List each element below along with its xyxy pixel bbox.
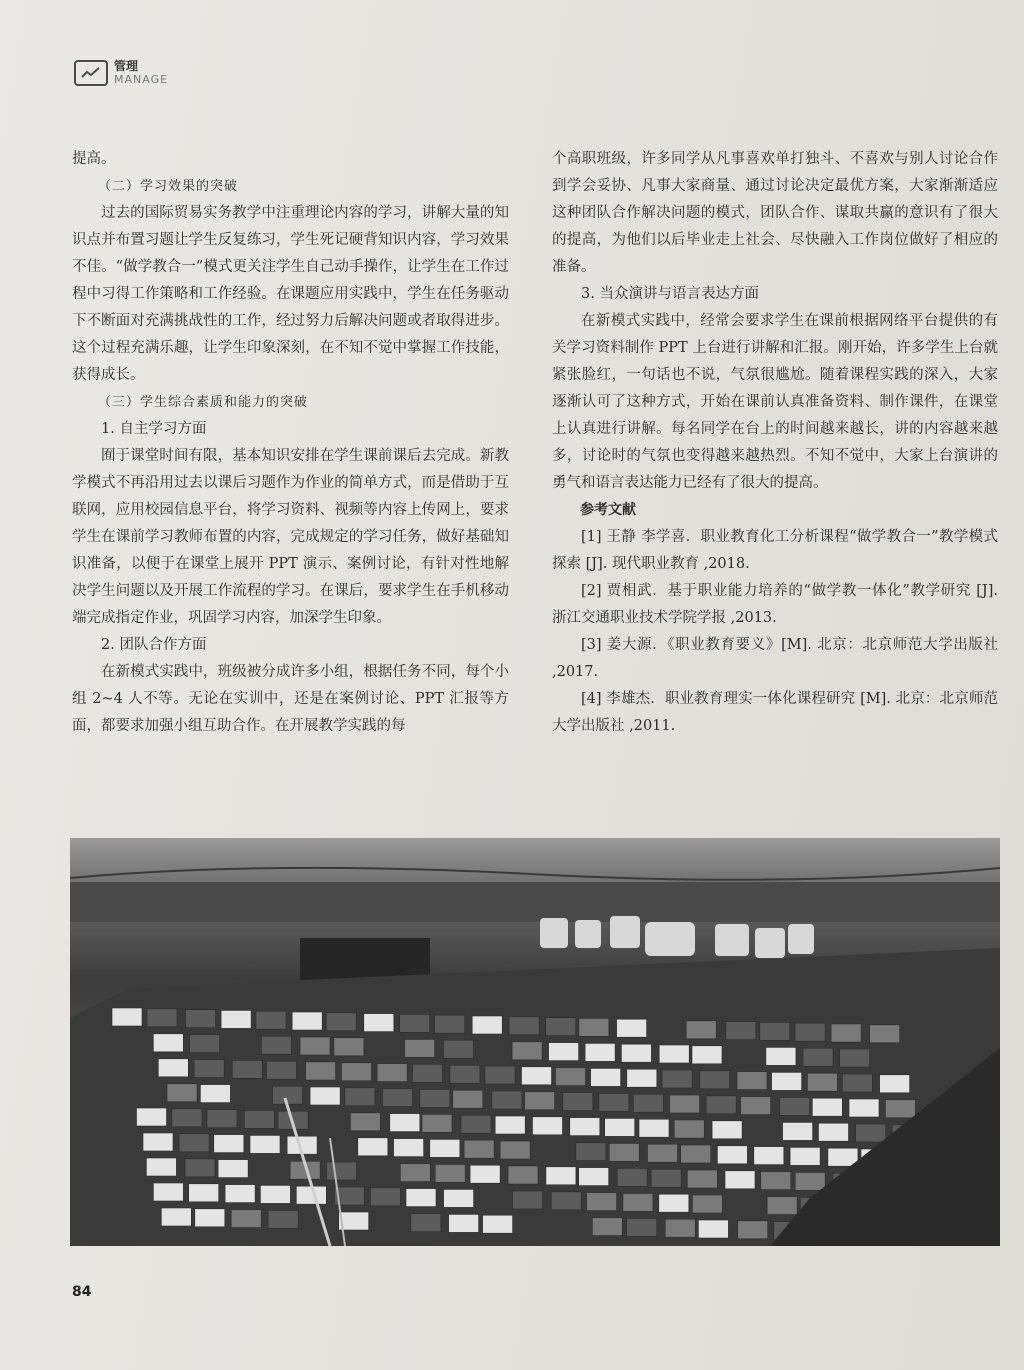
shipping-container	[334, 1038, 364, 1056]
shipping-container	[587, 1193, 617, 1211]
shipping-container	[579, 1168, 609, 1186]
page-number: 84	[72, 1284, 92, 1300]
shipping-container	[450, 1065, 480, 1083]
shipping-container	[885, 1100, 915, 1118]
shipping-container	[819, 1123, 849, 1141]
shipping-container	[880, 1075, 910, 1093]
shipping-container	[795, 1172, 825, 1190]
shipping-container	[681, 1145, 711, 1163]
left-column-paragraph: （二）学习效果的突破	[98, 179, 239, 194]
shipping-container	[186, 1010, 216, 1028]
shipping-container	[592, 1218, 622, 1236]
shipping-container	[795, 1023, 825, 1041]
shipping-container	[326, 1013, 356, 1031]
shipping-container	[828, 1148, 858, 1166]
shipping-container	[172, 1109, 202, 1127]
shipping-container	[803, 1048, 833, 1066]
shipping-container	[161, 1208, 191, 1226]
shipping-container	[840, 1049, 870, 1067]
right-column-paragraph: [3] 姜大源．《职业教育要义》[M]. 北京：北京师范大学出版社 ,2017.	[552, 637, 998, 680]
shipping-container	[525, 1092, 555, 1110]
shipping-container	[232, 1060, 262, 1078]
shipping-container	[190, 1035, 220, 1053]
shipping-container	[370, 1188, 400, 1206]
right-column-paragraph: [4] 李雄杰．职业教育理实一体化课程研究 [M]. 北京：北京师范大学出版社 ,2011.	[552, 691, 998, 734]
left-column-paragraph: 过去的国际贸易实务教学中注重理论内容的学习，讲解大量的知识点并布置习题让学生反复练习，学生死记硬背知识内容，学习效果不佳。“做学教合一”模式更关注学生自己动手操作，让学生在工作过程中习得工作策略和工作经验。在课题应用实践中，学生在任务驱动下不断面对充满挑战性的工作，经过努力后解决问题或者取得进步。这个过程充满乐趣，让学生印象深刻，在不知不觉中掌握工作技能，获得成长。	[72, 205, 509, 383]
shipping-container	[659, 1045, 689, 1063]
shipping-container	[492, 1091, 522, 1109]
shipping-container	[422, 1114, 452, 1132]
shipping-container	[760, 1022, 790, 1040]
shipping-container	[345, 1088, 375, 1106]
shipping-container	[812, 1098, 842, 1116]
shipping-container	[651, 1169, 681, 1187]
shipping-container	[225, 1185, 255, 1203]
shipping-container	[435, 1015, 465, 1033]
shipping-container	[449, 1214, 479, 1232]
shipping-container	[413, 1064, 443, 1082]
shipping-container	[659, 1194, 689, 1212]
left-column-paragraph: 1. 自主学习方面	[101, 421, 207, 437]
shipping-container	[147, 1009, 177, 1027]
shipping-container	[725, 1171, 755, 1189]
shipping-container	[464, 1140, 494, 1158]
left-column-paragraph: 在新模式实践中，班级被分成许多小组，根据任务不同，每个小组 2~4 人不等。无论在实训中，还是在案例讨论、PPT 汇报等方面，都要求加强小组互助合作。在开展教学实践的每	[72, 664, 509, 734]
shipping-container	[383, 1089, 413, 1107]
shipping-container	[405, 1039, 435, 1057]
shipping-container	[621, 1044, 651, 1062]
shipping-container	[726, 1022, 756, 1040]
shipping-container	[435, 1164, 465, 1182]
shipping-container	[579, 1018, 609, 1036]
shipping-container	[300, 1037, 330, 1055]
shipping-container	[698, 1220, 728, 1238]
shipping-container	[483, 1215, 513, 1233]
shipping-container	[406, 1189, 436, 1207]
right-column-paragraph: 在新模式实践中，经常会要求学生在课前根据网络平台提供的有关学习资料制作 PPT 上台进行讲解和汇报。刚开始，许多学生上台就紧张脸红，一句话也不说，气氛很尴尬。随着课程实践的深入，大家逐渐认可了这种方式，开始在课前认真准备资料、制作课件，在课堂上认真进行讲解。每名同学在台上的时间越来越长，讲的内容越来越多，讨论时的气氛也变得越来越热烈。不知不觉中，大家上台演讲的勇气和语言表达能力已经有了很大的提高。	[552, 313, 998, 491]
shipping-container	[633, 1094, 663, 1112]
shipping-container	[472, 1016, 502, 1034]
shipping-container	[692, 1046, 722, 1064]
shipping-container	[807, 1073, 837, 1091]
shipping-container	[546, 1167, 576, 1185]
shipping-container	[639, 1119, 669, 1137]
shipping-container	[662, 1070, 692, 1088]
shipping-container	[261, 1036, 291, 1054]
shipping-container	[485, 1066, 515, 1084]
shipping-container	[400, 1164, 430, 1182]
shipping-container	[231, 1210, 261, 1228]
shipping-container	[214, 1135, 244, 1153]
shipping-container	[194, 1060, 224, 1078]
shipping-container	[591, 1068, 621, 1086]
shipping-container	[712, 1121, 742, 1139]
shipping-container	[495, 1116, 525, 1134]
shipping-container	[549, 1043, 579, 1061]
shipping-container	[674, 1120, 704, 1138]
shipping-container	[153, 1034, 183, 1052]
shipping-container	[551, 1192, 581, 1210]
shipping-container	[585, 1043, 615, 1061]
shipping-container	[533, 1117, 563, 1135]
shipping-container	[790, 1147, 820, 1165]
shipping-container	[870, 1025, 900, 1043]
shipping-container	[350, 1113, 380, 1131]
shipping-container	[112, 1008, 142, 1026]
shipping-container	[221, 1010, 251, 1028]
shipping-container	[500, 1141, 530, 1159]
shipping-container	[717, 1146, 747, 1164]
shipping-container	[250, 1135, 280, 1153]
shipping-container	[508, 1166, 538, 1184]
shipping-container	[292, 1012, 322, 1030]
shipping-container	[648, 1144, 678, 1162]
shipping-container	[218, 1160, 248, 1178]
right-text-column	[552, 146, 998, 740]
section-title-cn: 管理	[114, 59, 139, 73]
shipping-container	[189, 1184, 219, 1202]
port-container-yard-photo	[70, 838, 1000, 1246]
right-column-paragraph: [2] 贾相武．基于职业能力培养的“做学教一体化”教学研究 [J]. 浙江交通职业技术学院学报 ,2013.	[552, 583, 998, 626]
shipping-container	[470, 1165, 500, 1183]
shipping-container	[153, 1183, 183, 1201]
shipping-container	[342, 1063, 372, 1081]
right-column-paragraph: [1] 王静 李学喜．职业教育化工分析课程“做学教合一”教学模式探索 [J]. 现代职业教育 ,2018.	[552, 529, 998, 572]
shipping-container	[390, 1114, 420, 1132]
shipping-container	[706, 1096, 736, 1114]
shipping-container	[623, 1193, 653, 1211]
section-title-en: MANAGE	[114, 73, 169, 86]
shipping-container	[444, 1189, 474, 1207]
shipping-container	[609, 1143, 639, 1161]
chart-trend-icon	[74, 60, 108, 86]
shipping-container	[364, 1014, 394, 1032]
shipping-container	[327, 1162, 357, 1180]
shipping-container	[310, 1087, 340, 1105]
shipping-container	[513, 1191, 543, 1209]
shipping-container	[146, 1158, 176, 1176]
shipping-container	[167, 1084, 197, 1102]
shipping-container	[400, 1014, 430, 1032]
shipping-container	[741, 1097, 771, 1115]
shipping-container	[256, 1011, 286, 1029]
shipping-container	[849, 1099, 879, 1117]
shipping-container	[692, 1195, 722, 1213]
shipping-container	[267, 1061, 297, 1079]
shipping-container	[627, 1218, 657, 1236]
shipping-container	[576, 1143, 606, 1161]
shipping-container	[700, 1071, 730, 1089]
shipping-container	[687, 1170, 717, 1188]
shipping-container	[605, 1118, 635, 1136]
shipping-container	[754, 1147, 784, 1165]
shipping-container	[509, 1017, 539, 1035]
shipping-container	[358, 1138, 388, 1156]
left-column-paragraph: 囿于课堂时间有限，基本知识安排在学生课前课后去完成。新教学模式不再沿用过去以课后习题作为作业的简单方式，而是借助于互联网，应用校园信息平台，将学习资料、视频等内容上传网上，要求学生在课前学习教师布置的内容，完成规定的学习任务，做好基础知识准备，以便于在课堂上展开 PPT 演示、案例讨论，有针对性地解决学生问题以及开展工作流程的学习。在课后，要求学生在手机移动端完成指定作业，巩固学习内容，加深学生印象。	[72, 448, 509, 626]
shipping-container	[570, 1118, 600, 1136]
shipping-container	[780, 1097, 810, 1115]
shipping-container	[207, 1110, 237, 1128]
shipping-container	[512, 1042, 542, 1060]
shipping-container	[143, 1133, 173, 1151]
shipping-container	[856, 1124, 886, 1142]
shipping-container	[394, 1139, 424, 1157]
shipping-container	[268, 1210, 298, 1228]
shipping-container	[665, 1219, 695, 1237]
shipping-container	[738, 1221, 768, 1239]
section-header	[74, 60, 168, 86]
shipping-container	[185, 1159, 215, 1177]
shipping-container	[556, 1068, 586, 1086]
shipping-container	[617, 1168, 647, 1186]
shipping-container	[772, 1072, 802, 1090]
shipping-container	[546, 1018, 576, 1036]
shipping-container	[444, 1040, 474, 1058]
shipping-container	[767, 1197, 797, 1215]
shipping-container	[244, 1110, 274, 1128]
shipping-container	[617, 1019, 647, 1037]
left-text-column	[72, 146, 509, 740]
shipping-container	[137, 1108, 167, 1126]
shipping-container	[306, 1062, 336, 1080]
shipping-container	[766, 1047, 796, 1065]
shipping-container	[686, 1021, 716, 1039]
shipping-container	[195, 1209, 225, 1227]
right-column-paragraph: 个高职班级，许多同学从凡事喜欢单打独斗、不喜欢与别人讨论合作到学会妥协、凡事大家商量、通过讨论决定最优方案，大家渐渐适应这种团队合作解决问题的模式，团队合作、谋取共赢的意识有了很大的提高，为他们以后毕业走上社会、尽快融入工作岗位做好了相应的准备。	[552, 151, 998, 275]
left-column-paragraph: 提高。	[72, 151, 116, 167]
shipping-container	[430, 1139, 460, 1157]
shipping-container	[737, 1072, 767, 1090]
shipping-container	[670, 1095, 700, 1113]
right-column-paragraph: 3. 当众演讲与语言表达方面	[581, 286, 759, 302]
shipping-container	[831, 1024, 861, 1042]
shipping-container	[783, 1122, 813, 1140]
shipping-container	[461, 1115, 491, 1133]
shipping-container	[627, 1069, 657, 1087]
shipping-container	[420, 1089, 450, 1107]
shipping-container	[761, 1172, 791, 1190]
shipping-container	[563, 1093, 593, 1111]
shipping-container	[260, 1185, 290, 1203]
shipping-container	[411, 1214, 441, 1232]
shipping-container	[158, 1059, 188, 1077]
right-column-paragraph: 参考文献	[580, 502, 636, 518]
shipping-container	[842, 1074, 872, 1092]
shipping-container	[522, 1067, 552, 1085]
shipping-container	[377, 1064, 407, 1082]
left-column-paragraph: 2. 团队合作方面	[101, 637, 207, 653]
shipping-container	[453, 1090, 483, 1108]
shipping-container	[179, 1134, 209, 1152]
shipping-container	[599, 1093, 629, 1111]
shipping-container	[200, 1085, 230, 1103]
left-column-paragraph: （三）学生综合素质和能力的突破	[98, 395, 309, 410]
